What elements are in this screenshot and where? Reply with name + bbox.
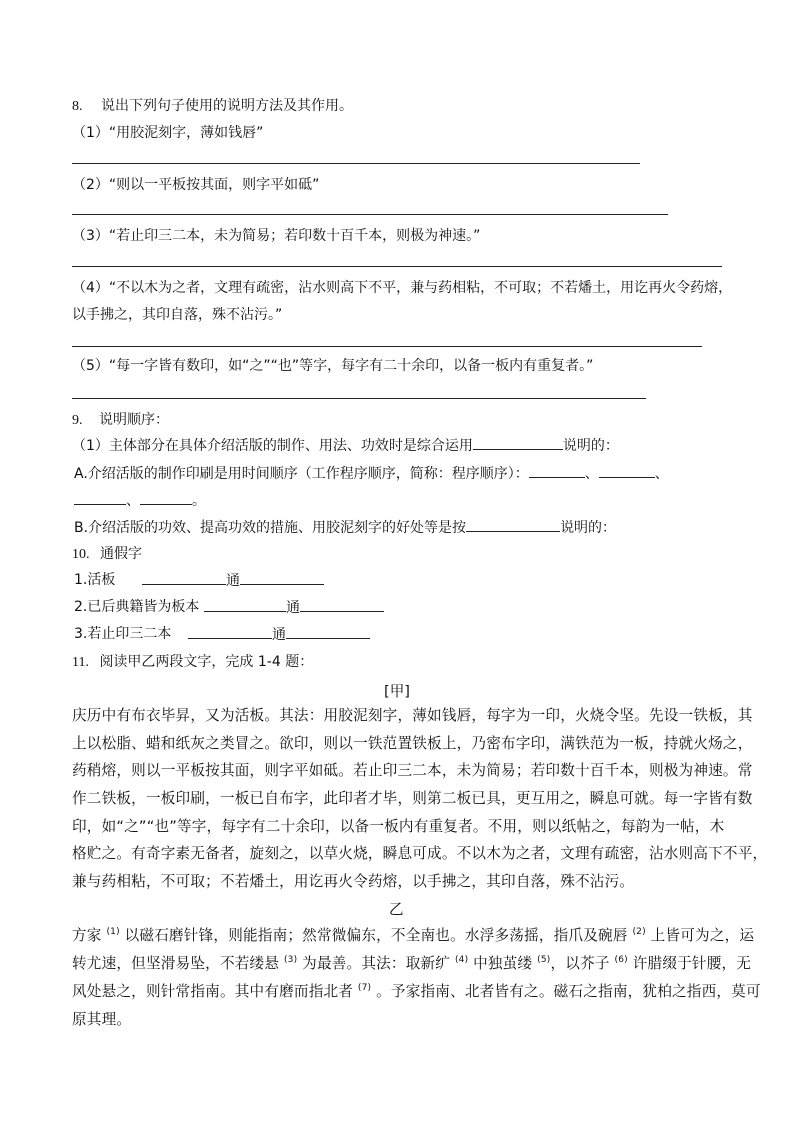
q10-item-1-blank-b[interactable] xyxy=(240,570,324,585)
q10-item-3-blank-a[interactable] xyxy=(188,624,272,639)
passage-jia-line-5: 印，如“之”“也”等字，每字有二十余印，以备一板内有重复者。不用，则以纸帖之，每韵为一帖，木 xyxy=(72,818,725,835)
q8-item-3 xyxy=(72,226,480,246)
q9-blank-step-2[interactable] xyxy=(599,463,655,478)
q9-line-1 xyxy=(72,435,619,456)
q9-blank-order[interactable] xyxy=(466,517,560,532)
q10-item-2-blank-a[interactable] xyxy=(204,597,286,612)
q8-item-5 xyxy=(72,356,593,376)
q10-item-3-label: 3.若止印三二本 xyxy=(74,626,172,642)
q9-line-a xyxy=(74,463,669,484)
q11-heading xyxy=(72,652,313,673)
q10-item-2 xyxy=(74,597,199,617)
q8-item-4-label: （4） xyxy=(72,280,109,296)
q8-item-1-label: （1） xyxy=(72,125,109,141)
q9-line-1-pre: （1）主体部分在具体介绍活版的制作、用法、功效时是综合运用 xyxy=(72,438,473,454)
q10-item-1 xyxy=(74,570,115,590)
q9-blank-step-4[interactable] xyxy=(140,490,192,505)
passage-jia-line-6: 格贮之。有奇字素无备者，旋刻之，以草火烧，瞬息可成。不以木为之者，文理有疏密，沾水则高下不平， xyxy=(72,845,768,862)
q8-item-4 xyxy=(72,278,732,298)
q9-title: 说明顺序： xyxy=(98,412,169,428)
q11-title: 阅读甲乙两段文字，完成 1-4 题： xyxy=(99,654,314,670)
q10-item-3 xyxy=(74,624,171,644)
q10-item-2-blank-b[interactable] xyxy=(300,597,384,612)
q8-answer-line-2[interactable] xyxy=(72,214,668,215)
q8-item-1 xyxy=(72,123,263,143)
q9-blank-method[interactable] xyxy=(473,435,563,450)
q8-answer-line-1[interactable] xyxy=(72,163,640,164)
q8-answer-line-5[interactable] xyxy=(72,398,646,399)
q8-item-2-quote: “则以一平板按其面，则字平如砥” xyxy=(108,177,320,193)
yi-text: 许腊缀于针腰，无 xyxy=(627,955,752,972)
footnote-marker: (7) xyxy=(357,983,372,994)
yi-text: 为最善。其法：取新纩 xyxy=(297,955,455,972)
q9-blank-step-1[interactable] xyxy=(529,463,585,478)
q9-number: 9. xyxy=(72,413,83,428)
passage-yi-line-3 xyxy=(72,982,761,1002)
period: 。 xyxy=(192,493,206,509)
q9-line-1-post: 说明的： xyxy=(562,438,619,454)
q8-item-1-quote: “用胶泥刻字，薄如钱唇” xyxy=(108,125,264,141)
q8-item-5-label: （5） xyxy=(72,358,109,374)
yi-text: 。予家指南、北者皆有之。磁石之指南，犹柏之指西，莫可 xyxy=(371,983,761,1000)
passage-jia-line-1: 庆历中有布衣毕昇，又为活板。其法：用胶泥刻字，薄如钱唇，每字为一印，火烧令坚。先设一铁板，其 xyxy=(72,707,753,724)
passage-jia-line-4: 作二铁板，一板印刷，一板已自布字，此印者才毕，则第二板已具，更互用之，瞬息可就。每一字皆有数 xyxy=(72,790,753,807)
q10-item-2-blanks xyxy=(204,597,384,618)
q9-blank-step-3[interactable] xyxy=(74,490,126,505)
passage-yi-line-2 xyxy=(72,954,751,974)
passage-jia-line-2: 上以松脂、蜡和纸灰之类冒之。欲印，则以一铁范置铁板上，乃密布字印，满铁范为一板，持就火炀之， xyxy=(72,735,753,752)
footnote-marker: (1) xyxy=(106,927,120,938)
q10-item-1-tong: 通 xyxy=(226,573,240,589)
q10-item-1-blank-a[interactable] xyxy=(142,570,226,585)
q8-heading xyxy=(72,96,353,117)
footnote-marker: (5) xyxy=(537,955,551,966)
q10-item-2-label: 2.已后典籍皆为板本 xyxy=(74,599,200,615)
yi-text: 中独茧缕 xyxy=(468,955,538,972)
yi-text: 风处悬之，则针常指南。其中有磨而指北者 xyxy=(72,983,358,1000)
q8-item-3-quote: “若止印三二本，未为简易；若印数十百千本，则极为神速。” xyxy=(108,228,481,244)
q10-item-3-tong: 通 xyxy=(272,627,286,643)
yi-text: 以磁石磨针锋，则能指南；然常微偏东，不全南也。水浮多荡摇，指爪及碗唇 xyxy=(119,927,633,944)
passage-yi-line-1 xyxy=(72,926,754,946)
yi-text: 上皆可为之，运 xyxy=(645,927,755,944)
q8-item-3-label: （3） xyxy=(72,228,109,244)
q10-item-1-blanks xyxy=(142,570,324,591)
q8-item-4-quote: “不以木为之者，文理有疏密，沾水则高下不平，兼与药相粘，不可取；不若燔土，用讫再火令药熔， xyxy=(108,280,733,296)
yi-text: 方家 xyxy=(72,927,107,944)
q8-item-2 xyxy=(72,175,319,195)
passage-jia-line-7: 兼与药相粘，不可取；不若燔土，用讫再火令药熔，以手拂之，其印自落，殊不沾污。 xyxy=(72,873,635,890)
q9-line-a-text: A.介绍活版的制作印刷是用时间顺序（工作程序顺序，简称：程序顺序）： xyxy=(74,466,529,482)
yi-text: ，以芥子 xyxy=(550,955,615,972)
footnote-marker: (3) xyxy=(283,955,298,966)
footnote-marker: (2) xyxy=(632,927,646,938)
q8-answer-line-3[interactable] xyxy=(72,266,722,267)
separator: 、 xyxy=(126,493,140,509)
footnote-marker: (4) xyxy=(454,955,469,966)
yi-text: 转尤速，但坚滑易坠，不若缕悬 xyxy=(72,955,284,972)
passage-jia-heading: [甲] xyxy=(384,683,410,700)
q11-number: 11. xyxy=(72,655,89,670)
q10-item-2-tong: 通 xyxy=(286,600,300,616)
q8-item-4-cont: 以手拂之，其印自落，殊不沾污。” xyxy=(72,307,283,323)
q8-item-2-label: （2） xyxy=(72,177,109,193)
q9-line-b-pre: B.介绍活版的功效、提高功效的措施、用胶泥刻字的好处等是按 xyxy=(74,520,467,536)
q8-item-5-quote: “每一字皆有数印，如“之”“也”等字，每字有二十余印，以备一板内有重复者。” xyxy=(108,358,594,374)
q8-prompt: 说出下列句子使用的说明方法及其作用。 xyxy=(100,98,353,114)
passage-yi-heading: 乙 xyxy=(389,901,404,918)
separator: 、 xyxy=(654,466,669,482)
q9-line-b-post: 说明的： xyxy=(560,520,617,536)
q9-heading xyxy=(72,410,169,431)
q10-item-1-label: 1.活板 xyxy=(74,572,116,588)
passage-jia-line-3: 药稍熔，则以一平板按其面，则字平如砥。若止印三二本，未为简易；若印数十百千本，则极为神速。常 xyxy=(72,762,753,779)
q10-title: 通假字 xyxy=(99,546,142,562)
q10-heading xyxy=(72,544,142,565)
q10-number: 10. xyxy=(72,547,90,562)
q9-line-a-cont xyxy=(74,490,206,511)
q10-item-3-blanks xyxy=(188,624,370,645)
footnote-marker: (6) xyxy=(614,955,628,966)
q8-answer-line-4[interactable] xyxy=(72,346,702,347)
q9-line-b xyxy=(74,517,616,538)
separator: 、 xyxy=(584,466,599,482)
passage-yi-line-4: 原其理。 xyxy=(72,1011,132,1028)
q8-number: 8. xyxy=(72,99,83,114)
q10-item-3-blank-b[interactable] xyxy=(286,624,370,639)
